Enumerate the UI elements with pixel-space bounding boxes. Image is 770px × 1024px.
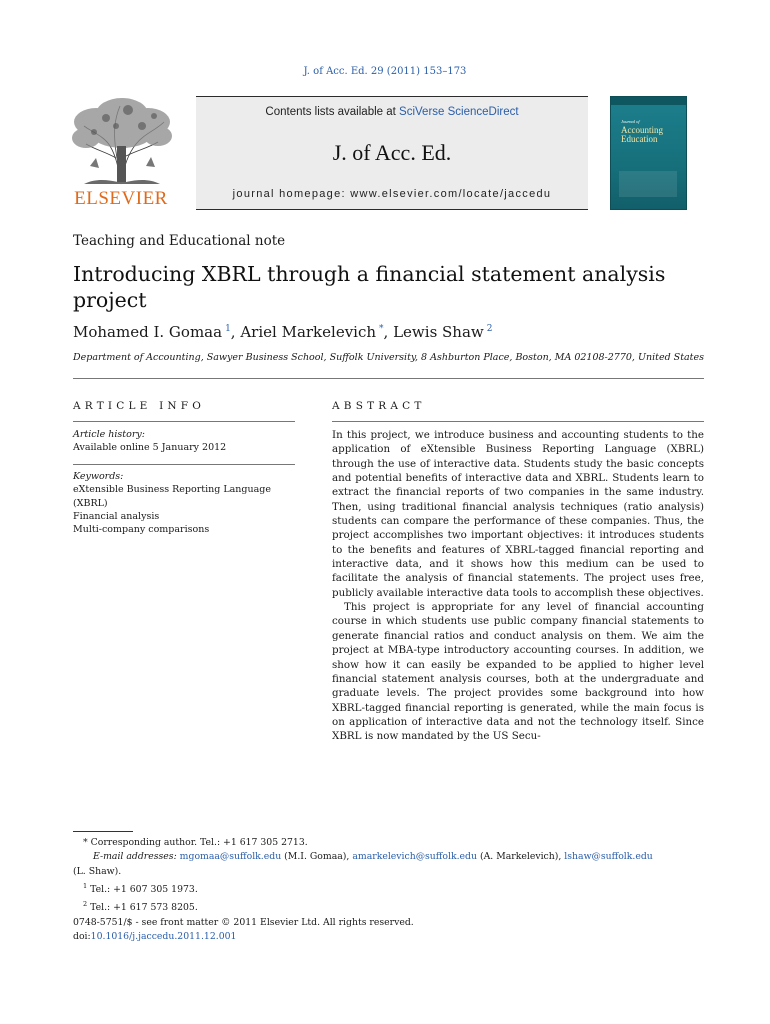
contents-line (196, 97, 588, 127)
doi-line (73, 930, 704, 944)
footnotes (73, 836, 704, 916)
keywords-label: Keywords: (73, 471, 124, 482)
footnote-divider (73, 831, 133, 832)
journal-homepage[interactable]: journal homepage: www.elsevier.com/locate/jaccedu (196, 179, 588, 209)
article-info-divider (73, 421, 295, 422)
keyword-item: Multi-company comparisons (73, 524, 210, 536)
author-footnote-mark[interactable]: * (379, 324, 384, 334)
history-value: Available online 5 January 2012 (73, 442, 227, 454)
journal-citation (0, 66, 770, 77)
footnote-text: Tel.: +1 607 305 1973. (90, 883, 198, 895)
copyright-block (73, 916, 704, 945)
author-name: Mohamed I. Gomaa (73, 323, 223, 341)
article-history (73, 428, 295, 455)
paper-title: Introducing XBRL through a financial statement analysis project (73, 262, 666, 312)
author-footnote-mark[interactable]: 1 (225, 324, 231, 334)
sciverse-link[interactable]: SciVerse ScienceDirect (399, 106, 519, 118)
article-info-heading: ARTICLE INFO (73, 400, 206, 412)
doi-link[interactable]: 10.1016/j.jaccedu.2011.12.001 (90, 931, 237, 943)
abstract-body (332, 428, 704, 744)
history-label: Article history: (73, 429, 145, 440)
keywords-divider (73, 464, 295, 465)
footnote-1 (73, 879, 704, 897)
abstract-paragraph: In this project, we introduce business and accounting students to the application of eXtensible Business Reporting Language (XBRL) through the use of interactive data. Students study the basic concepts and potential benefits of interactive data and XBRL. Students learn to extract the financial reports of two companies in the same industry. Then, using traditional financial analysis techniques (ratio analysis) students can compare the performance of these companies. Thus, the project accomplishes two important objectives: it introduces students to the benefits and features of XBRL-tagged financial reporting and interactive data, and it shows how this medium can be used to facilitate the analysis of financial statements. The project uses free, publicly available interactive data tools to accomplish these objectives. (332, 429, 704, 599)
footnote-mark: 2 (83, 900, 88, 909)
corresponding-mark: * (83, 837, 88, 848)
abstract-divider (332, 421, 704, 422)
abstract-paragraph: This project is appropriate for any level of financial accounting course in which students use public company financial statements to generate financial ratios and conduct analysis on them. We aim the project at MBA-type introductory accounting courses. In addition, we show how it can easily be expanded to be applied to higher level financial statement analysis courses, both at the undergraduate and graduate levels. The project provides some background into how XBRL-tagged financial reporting is generated, while the main focus is on application of interactive data and not the technology itself. Since XBRL is now mandated by the US Secu- (332, 601, 704, 743)
masthead-title-band (196, 127, 588, 179)
email-link[interactable]: mgomaa@suffolk.edu (179, 851, 282, 863)
email-owner: (M.I. Gomaa), (284, 851, 350, 863)
email-owner: (A. Markelevich), (479, 851, 562, 863)
corresponding-text: Corresponding author. Tel.: +1 617 305 2713. (90, 837, 308, 848)
email-link[interactable]: lshaw@suffolk.edu (564, 851, 653, 863)
cover-panel (619, 171, 677, 197)
author-footnote-mark[interactable]: 2 (486, 324, 493, 334)
cover-top-bar (611, 97, 686, 105)
elsevier-wordmark[interactable]: ELSEVIER (74, 188, 168, 209)
email-note (73, 850, 704, 864)
keyword-item: Financial analysis (73, 510, 160, 522)
journal-title: J. of Acc. Ed. (332, 140, 452, 165)
cover-line-1: Journal of (621, 119, 640, 124)
email-label: E-mail addresses: (93, 851, 177, 863)
section-type: Teaching and Educational note (73, 233, 286, 249)
journal-cover-thumbnail[interactable] (610, 96, 687, 210)
email-link[interactable]: amarkelevich@suffolk.edu (352, 851, 477, 863)
corresponding-author-note (73, 836, 704, 850)
citation-text[interactable]: J. of Acc. Ed. 29 (2011) 153–173 (303, 66, 467, 77)
keyword-item: eXtensible Business Reporting Language (XBRL) (73, 484, 271, 509)
author-name: Lewis Shaw (393, 323, 484, 341)
email-owner-wrap (73, 865, 704, 879)
doi-prefix: doi: (73, 931, 91, 943)
email-owner: (L. Shaw). (73, 865, 122, 877)
journal-masthead (196, 96, 588, 210)
author-name: Ariel Markelevich (240, 323, 377, 341)
header-divider (73, 378, 704, 379)
author-affiliation: Department of Accounting, Sawyer Business School, Suffolk University, 8 Ashburton Place, Boston, MA 02108-2770, United States (73, 352, 704, 363)
contents-prefix: Contents lists available at (265, 106, 400, 118)
keywords-block (73, 470, 295, 536)
author-list: Mohamed I. Gomaa $^1$, Ariel Markelevich *, Lewis Shaw $^2$ (73, 323, 493, 341)
abstract-heading: ABSTRACT (332, 400, 426, 412)
footnote-text: Tel.: +1 617 573 8205. (90, 902, 198, 914)
cover-line-2: Accounting Education (621, 125, 663, 144)
copyright-line: 0748-5751/$ - see front matter © 2011 Elsevier Ltd. All rights reserved. (73, 917, 414, 928)
footnote-2 (73, 897, 704, 915)
footnote-mark: 1 (83, 881, 88, 890)
